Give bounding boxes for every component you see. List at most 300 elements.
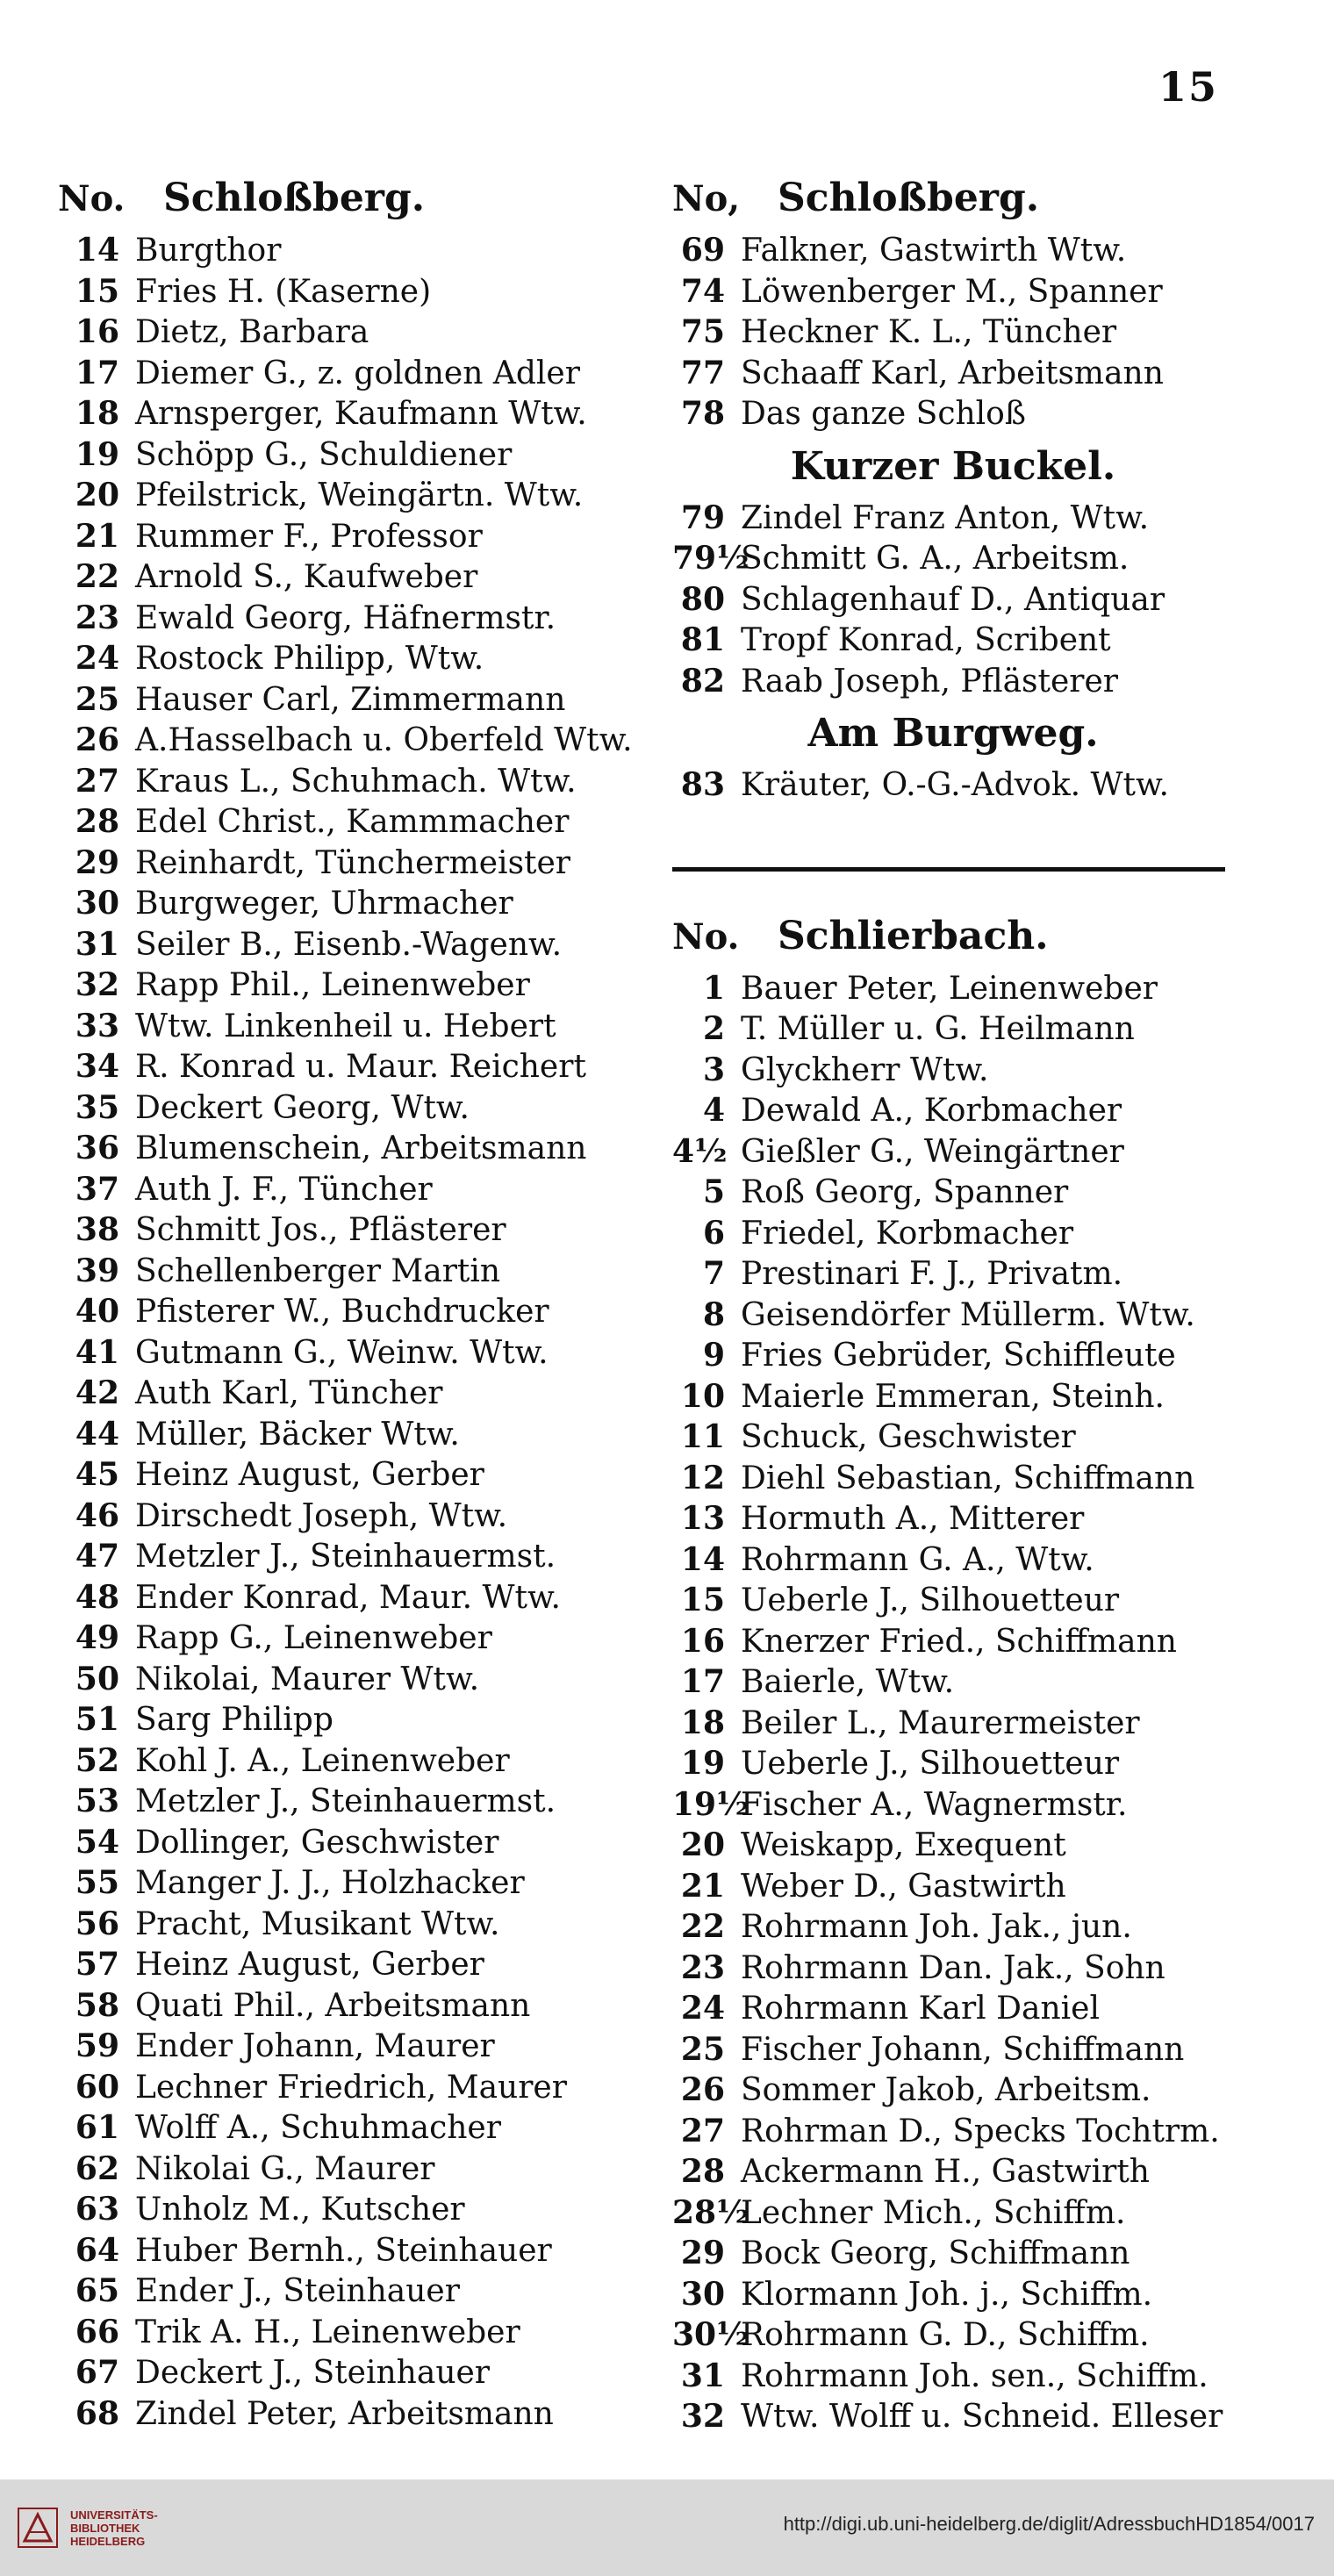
house-number: 15 (680, 1582, 725, 1618)
house-number: 47 (75, 1538, 119, 1575)
house-number: 33 (75, 1007, 119, 1044)
resident-text: Gutmann G., Weinw. Wtw. (135, 1334, 549, 1371)
entry-list (672, 968, 1234, 2437)
right-column (672, 176, 1234, 2437)
directory-entry (58, 271, 637, 312)
directory-entry (58, 1822, 637, 1863)
resident-text: Rohrman D., Specks Tochtrm. (741, 2113, 1220, 2149)
house-number: 42 (75, 1374, 119, 1411)
directory-entry (672, 353, 1234, 394)
house-number: 16 (75, 313, 119, 350)
resident-text: Raab Joseph, Pflästerer (741, 663, 1119, 700)
directory-entry (672, 2274, 1234, 2315)
directory-entry (672, 764, 1234, 806)
resident-text: Wtw. Wolff u. Schneid. Elleser (741, 2399, 1223, 2435)
house-number: 8 (702, 1295, 725, 1333)
house-number: 65 (75, 2272, 119, 2309)
header-no-label: No. (58, 178, 126, 219)
resident-text: Metzler J., Steinhauermst. (135, 1539, 556, 1575)
house-number: 56 (75, 1905, 119, 1942)
house-number: 9 (702, 1337, 725, 1374)
directory-entry (58, 516, 637, 557)
resident-text: Ackermann H., Gastwirth (741, 2154, 1150, 2190)
resident-text: Dollinger, Geschwister (135, 1824, 499, 1861)
resident-text: Ueberle J., Silhouetteur (741, 1582, 1120, 1618)
directory-entry (58, 1006, 637, 1047)
house-number: 44 (75, 1415, 119, 1453)
resident-text: Pracht, Musikant Wtw. (135, 1905, 500, 1942)
resident-text: Trik A. H., Leinenweber (135, 2314, 520, 2350)
directory-entry (672, 1172, 1234, 1213)
resident-text: Schmitt G. A., Arbeitsm. (741, 541, 1130, 577)
resident-text: Burgweger, Uhrmacher (135, 886, 513, 922)
directory-entry (58, 1781, 637, 1822)
directory-entry (672, 1253, 1234, 1295)
house-number: 20 (680, 1826, 725, 1863)
directory-entry (672, 271, 1234, 312)
resident-text: Auth Karl, Tüncher (135, 1375, 443, 1411)
directory-entry (672, 1866, 1234, 1907)
resident-text: Schaaff Karl, Arbeitsmann (741, 355, 1164, 391)
directory-entry (58, 1373, 637, 1414)
resident-text: T. Müller u. G. Heilmann (741, 1011, 1135, 1047)
house-number: 17 (680, 1663, 725, 1700)
directory-entry (672, 1621, 1234, 1662)
house-number: 15 (75, 272, 119, 310)
house-number: 22 (75, 558, 119, 595)
directory-entry (58, 1454, 637, 1496)
directory-entry (58, 843, 637, 884)
house-number: 27 (680, 2112, 725, 2149)
resident-text: Löwenberger M., Spanner (741, 273, 1163, 310)
house-number: 40 (75, 1293, 119, 1330)
directory-entry (58, 2149, 637, 2190)
section-divider (672, 867, 1225, 872)
entry-list (672, 230, 1234, 434)
house-number: 11 (680, 1418, 725, 1455)
library-logo[interactable] (18, 2508, 158, 2548)
directory-entry (58, 924, 637, 965)
section-header-schlossberg-cont (672, 176, 1234, 230)
house-number: 46 (75, 1496, 119, 1534)
house-number: 52 (75, 1741, 119, 1779)
directory-entry (58, 2352, 637, 2393)
university-seal-icon (18, 2508, 58, 2548)
resident-text: Burgthor (135, 233, 282, 269)
source-url-link[interactable]: http://digi.ub.uni-heidelberg.de/diglit/AdressbuchHD1854/0017 (783, 2513, 1315, 2535)
directory-entry (672, 498, 1234, 539)
directory-entry (58, 434, 637, 476)
house-number: 31 (680, 2357, 725, 2394)
directory-entry (672, 1498, 1234, 1539)
house-number: 83 (680, 766, 725, 803)
house-number: 30 (75, 885, 119, 922)
resident-text: Kohl J. A., Leinenweber (135, 1742, 510, 1779)
directory-entry (672, 1008, 1234, 1050)
resident-text: Nikolai G., Maurer (135, 2150, 435, 2187)
house-number: 14 (680, 1540, 725, 1578)
resident-text: Heinz August, Gerber (135, 1457, 484, 1493)
resident-text: Diehl Sebastian, Schiffmann (741, 1460, 1195, 1496)
house-number: 25 (75, 680, 119, 718)
house-number: 32 (75, 966, 119, 1003)
house-number: 28 (680, 2153, 725, 2190)
directory-entry (58, 2312, 637, 2353)
resident-text: Huber Bernh., Steinhauer (135, 2232, 552, 2269)
directory-entry (672, 2029, 1234, 2070)
directory-entry (672, 2070, 1234, 2111)
resident-text: Ender Konrad, Maur. Wtw. (135, 1579, 561, 1616)
directory-entry (672, 1050, 1234, 1091)
resident-text: Dietz, Barbara (135, 314, 369, 350)
directory-entry (58, 720, 637, 761)
directory-entry (672, 1376, 1234, 1417)
house-number: 21 (75, 517, 119, 555)
page-number: 15 (1158, 63, 1219, 111)
directory-entry (58, 1251, 637, 1292)
resident-text: Rohrmann Dan. Jak., Sohn (741, 1949, 1165, 1986)
house-number: 82 (680, 662, 725, 700)
resident-text: Unholz M., Kutscher (135, 2192, 465, 2228)
directory-entry (672, 2151, 1234, 2192)
house-number: 58 (75, 1986, 119, 2024)
directory-entry (672, 1458, 1234, 1499)
resident-text: Gießler G., Weingärtner (741, 1133, 1124, 1170)
directory-entry (672, 1784, 1234, 1826)
house-number: 12 (680, 1459, 725, 1496)
resident-text: Glyckherr Wtw. (741, 1051, 989, 1088)
resident-text: R. Konrad u. Maur. Reichert (135, 1049, 586, 1085)
house-number: 5 (702, 1173, 725, 1210)
house-number: 24 (75, 640, 119, 677)
directory-entry (58, 393, 637, 434)
house-number: 14 (75, 232, 119, 269)
house-number: 30 (680, 2275, 725, 2313)
house-number: 30½ (672, 2316, 749, 2353)
directory-entry (672, 1335, 1234, 1376)
house-number: 19 (680, 1745, 725, 1782)
directory-entry (58, 230, 637, 271)
footer-bar (0, 2479, 1334, 2576)
house-number: 23 (680, 1948, 725, 1986)
house-number: 10 (680, 1377, 725, 1415)
house-number: 38 (75, 1211, 119, 1248)
house-number: 54 (75, 1823, 119, 1861)
resident-text: Kräuter, O.-G.-Advok. Wtw. (741, 767, 1169, 803)
section-title-kurzer-buckel: Kurzer Buckel. (790, 443, 1116, 489)
directory-entry (672, 620, 1234, 661)
directory-entry (58, 1904, 637, 1945)
resident-text: Arnsperger, Kaufmann Wtw. (135, 396, 587, 432)
resident-text: Ender J., Steinhauer (135, 2273, 460, 2309)
directory-entry (58, 1332, 637, 1374)
house-number: 26 (75, 721, 119, 758)
directory-entry (58, 1046, 637, 1087)
house-number: 66 (75, 2313, 119, 2350)
directory-entry (672, 1131, 1234, 1173)
house-number: 59 (75, 2027, 119, 2064)
directory-entry (672, 1417, 1234, 1458)
resident-text: Nikolai, Maurer Wtw. (135, 1661, 480, 1697)
house-number: 79 (680, 499, 725, 536)
directory-entry (58, 1496, 637, 1537)
house-number: 49 (75, 1619, 119, 1656)
house-number: 25 (680, 2030, 725, 2068)
directory-entry (58, 2026, 637, 2067)
house-number: 75 (680, 313, 725, 350)
directory-entry (58, 1087, 637, 1129)
house-number: 39 (75, 1252, 119, 1289)
resident-text: Hormuth A., Mitterer (741, 1501, 1085, 1537)
resident-text: Rostock Philipp, Wtw. (135, 641, 484, 677)
directory-entry (58, 883, 637, 924)
directory-entry (672, 661, 1234, 702)
resident-text: Maierle Emmeran, Steinh. (741, 1378, 1165, 1415)
resident-text: Fries H. (Kaserne) (135, 273, 432, 310)
directory-entry (672, 2396, 1234, 2437)
house-number: 62 (75, 2149, 119, 2187)
directory-entry (58, 761, 637, 802)
house-number: 51 (75, 1701, 119, 1738)
resident-text: Zindel Franz Anton, Wtw. (741, 499, 1150, 536)
left-column (58, 176, 637, 2434)
resident-text: Prestinari F. J., Privatm. (741, 1256, 1123, 1292)
resident-text: Quati Phil., Arbeitsmann (135, 1987, 531, 2024)
resident-text: Wtw. Linkenheil u. Hebert (135, 1008, 556, 1044)
resident-text: Weiskapp, Exequent (741, 1827, 1066, 1863)
directory-entry (58, 2271, 637, 2312)
resident-text: Das ganze Schloß (741, 396, 1026, 432)
entry-list (58, 230, 637, 2434)
section-header-schlierbach (672, 914, 1234, 968)
directory-entry (672, 230, 1234, 271)
resident-text: Schellenberger Martin (135, 1252, 501, 1289)
house-number: 4½ (672, 1132, 728, 1170)
directory-entry (672, 579, 1234, 621)
house-number: 20 (75, 477, 119, 513)
directory-entry (672, 1539, 1234, 1581)
directory-entry (672, 1661, 1234, 1703)
resident-text: Metzler J., Steinhauermst. (135, 1783, 556, 1819)
resident-text: Auth J. F., Tüncher (135, 1171, 433, 1208)
resident-text: Rummer F., Professor (135, 518, 483, 555)
directory-entry (672, 2192, 1234, 2234)
resident-text: Lechner Mich., Schiffm. (741, 2194, 1126, 2231)
house-number: 48 (75, 1578, 119, 1616)
resident-text: Schöpp G., Schuldiener (135, 436, 513, 473)
resident-text: Zindel Peter, Arbeitsmann (135, 2395, 554, 2432)
resident-text: Ewald Georg, Häfnermstr. (135, 599, 556, 636)
house-number: 69 (680, 232, 725, 269)
house-number: 61 (75, 2109, 119, 2146)
directory-entry (58, 1128, 637, 1169)
house-number: 32 (680, 2398, 725, 2435)
house-number: 24 (680, 1990, 725, 2027)
directory-entry (672, 1948, 1234, 1989)
directory-entry (58, 2189, 637, 2230)
resident-text: Schlagenhauf D., Antiquar (741, 581, 1165, 618)
house-number: 29 (75, 843, 119, 881)
house-number: 22 (680, 1908, 725, 1945)
resident-text: Kraus L., Schuhmach. Wtw. (135, 763, 577, 800)
resident-text: Hauser Carl, Zimmermann (135, 681, 566, 718)
house-number: 13 (680, 1500, 725, 1537)
house-number: 27 (75, 762, 119, 800)
resident-text: Lechner Friedrich, Maurer (135, 2069, 567, 2106)
resident-text: Arnold S., Kaufweber (135, 559, 478, 595)
directory-entry (58, 965, 637, 1006)
logo-line: UNIVERSITÄTS- (70, 2508, 158, 2522)
house-number: 23 (75, 599, 119, 636)
logo-line: HEIDELBERG (70, 2534, 146, 2548)
house-number: 16 (680, 1622, 725, 1660)
directory-entry (58, 2067, 637, 2108)
resident-text: Geisendörfer Müllerm. Wtw. (741, 1296, 1195, 1333)
house-number: 36 (75, 1130, 119, 1166)
header-no-label: No. (672, 915, 740, 958)
resident-text: Dirschedt Joseph, Wtw. (135, 1497, 508, 1534)
section-header-schlossberg (58, 176, 637, 230)
house-number: 18 (75, 395, 119, 432)
resident-text: Heinz August, Gerber (135, 1947, 484, 1983)
directory-entry (672, 968, 1234, 1009)
directory-entry (58, 1740, 637, 1782)
directory-entry (58, 1291, 637, 1332)
house-number: 55 (75, 1864, 119, 1901)
resident-text: Klormann Joh. j., Schiffm. (741, 2276, 1153, 2313)
house-number: 60 (75, 2068, 119, 2106)
resident-text: Schmitt Jos., Pflästerer (135, 1212, 506, 1248)
directory-entry (58, 1659, 637, 1700)
resident-text: Baierle, Wtw. (741, 1664, 955, 1700)
house-number: 53 (75, 1783, 119, 1819)
house-number: 77 (680, 354, 725, 391)
resident-text: Dewald A., Korbmacher (741, 1093, 1122, 1129)
directory-entry (672, 2111, 1234, 2152)
house-number: 1 (702, 969, 725, 1007)
house-number: 74 (680, 272, 725, 310)
directory-entry (672, 2233, 1234, 2274)
logo-line: BIBLIOTHEK (70, 2521, 140, 2535)
house-number: 21 (680, 1867, 725, 1905)
house-number: 7 (702, 1255, 725, 1292)
resident-text: Pfisterer W., Buchdrucker (135, 1294, 549, 1330)
entry-list (672, 498, 1234, 702)
resident-text: Fries Gebrüder, Schiffleute (741, 1338, 1176, 1374)
house-number: 17 (75, 354, 119, 391)
directory-entry (58, 1169, 637, 1210)
resident-text: Deckert J., Steinhauer (135, 2355, 491, 2391)
house-number: 28 (75, 803, 119, 840)
house-number: 45 (75, 1456, 119, 1493)
directory-entry (672, 1825, 1234, 1866)
resident-text: Seiler B., Eisenb.-Wagenw. (135, 926, 563, 963)
resident-text: Wolff A., Schuhmacher (135, 2110, 501, 2146)
house-number: 50 (75, 1660, 119, 1697)
house-number: 57 (75, 1946, 119, 1983)
resident-text: Rapp Phil., Leinenweber (135, 967, 530, 1003)
resident-text: Müller, Bäcker Wtw. (135, 1416, 460, 1453)
resident-text: Deckert Georg, Wtw. (135, 1089, 470, 1126)
directory-entry (672, 1743, 1234, 1784)
directory-entry (58, 1944, 637, 1985)
directory-entry (58, 1699, 637, 1740)
house-number: 29 (680, 2235, 725, 2271)
house-number: 68 (75, 2394, 119, 2432)
resident-text: Knerzer Fried., Schiffmann (741, 1623, 1177, 1660)
resident-text: Ueberle J., Silhouetteur (741, 1746, 1120, 1782)
logo-text (70, 2508, 158, 2548)
section-title-am-burgweg: Am Burgweg. (807, 711, 1099, 756)
house-number: 6 (702, 1214, 725, 1252)
directory-entry (58, 1618, 637, 1659)
resident-text: Diemer G., z. goldnen Adler (135, 355, 580, 391)
directory-entry (58, 475, 637, 516)
resident-text: Bock Georg, Schiffmann (741, 2235, 1130, 2271)
resident-text: Roß Georg, Spanner (741, 1174, 1069, 1210)
directory-entry (672, 1090, 1234, 1131)
resident-text: Sommer Jakob, Arbeitsm. (741, 2072, 1151, 2108)
house-number: 80 (680, 580, 725, 618)
house-number: 81 (680, 621, 725, 658)
house-number: 4 (702, 1092, 725, 1129)
resident-text: Heckner K. L., Tüncher (741, 314, 1117, 350)
directory-entry (58, 2107, 637, 2149)
house-number: 63 (75, 2191, 119, 2228)
directory-entry (672, 393, 1234, 434)
resident-text: Blumenschein, Arbeitsmann (135, 1130, 587, 1166)
section-title: Schloßberg. (778, 176, 1040, 220)
directory-entry (58, 556, 637, 598)
resident-text: Pfeilstrick, Weingärtn. Wtw. (135, 477, 584, 513)
header-no-label: No, (672, 178, 741, 219)
directory-entry (58, 2230, 637, 2271)
directory-entry (672, 1703, 1234, 1744)
directory-entry (58, 638, 637, 679)
directory-entry (58, 353, 637, 394)
directory-entry (58, 312, 637, 353)
resident-text: Rohrmann Joh. sen., Schiffm. (741, 2357, 1208, 2394)
directory-entry (672, 538, 1234, 579)
directory-entry (672, 1580, 1234, 1621)
resident-text: A.Hasselbach u. Oberfeld Wtw. (135, 722, 633, 758)
directory-entry (672, 312, 1234, 353)
resident-text: Rohrmann Joh. Jak., jun. (741, 1909, 1132, 1945)
house-number: 67 (75, 2354, 119, 2391)
directory-entry (672, 1906, 1234, 1948)
resident-text: Falkner, Gastwirth Wtw. (741, 233, 1127, 269)
directory-entry (58, 1209, 637, 1251)
directory-entry (58, 598, 637, 639)
directory-entry (58, 1985, 637, 2027)
house-number: 34 (75, 1048, 119, 1085)
resident-text: Sarg Philipp (135, 1702, 334, 1738)
directory-entry (58, 2393, 637, 2435)
directory-entry (672, 1988, 1234, 2029)
resident-text: Rohrmann Karl Daniel (741, 1991, 1100, 2027)
resident-text: Rohrmann G. A., Wtw. (741, 1541, 1094, 1578)
directory-entry (672, 2314, 1234, 2356)
resident-text: Fischer A., Wagnermstr. (741, 1786, 1128, 1823)
house-number: 79½ (672, 540, 749, 577)
directory-entry (672, 1213, 1234, 1254)
resident-text: Rapp G., Leinenweber (135, 1620, 492, 1656)
house-number: 41 (75, 1333, 119, 1371)
house-number: 26 (680, 2071, 725, 2108)
directory-entry (58, 679, 637, 721)
resident-text: Fischer Johann, Schiffmann (741, 2031, 1185, 2068)
directory-entry (58, 1577, 637, 1618)
